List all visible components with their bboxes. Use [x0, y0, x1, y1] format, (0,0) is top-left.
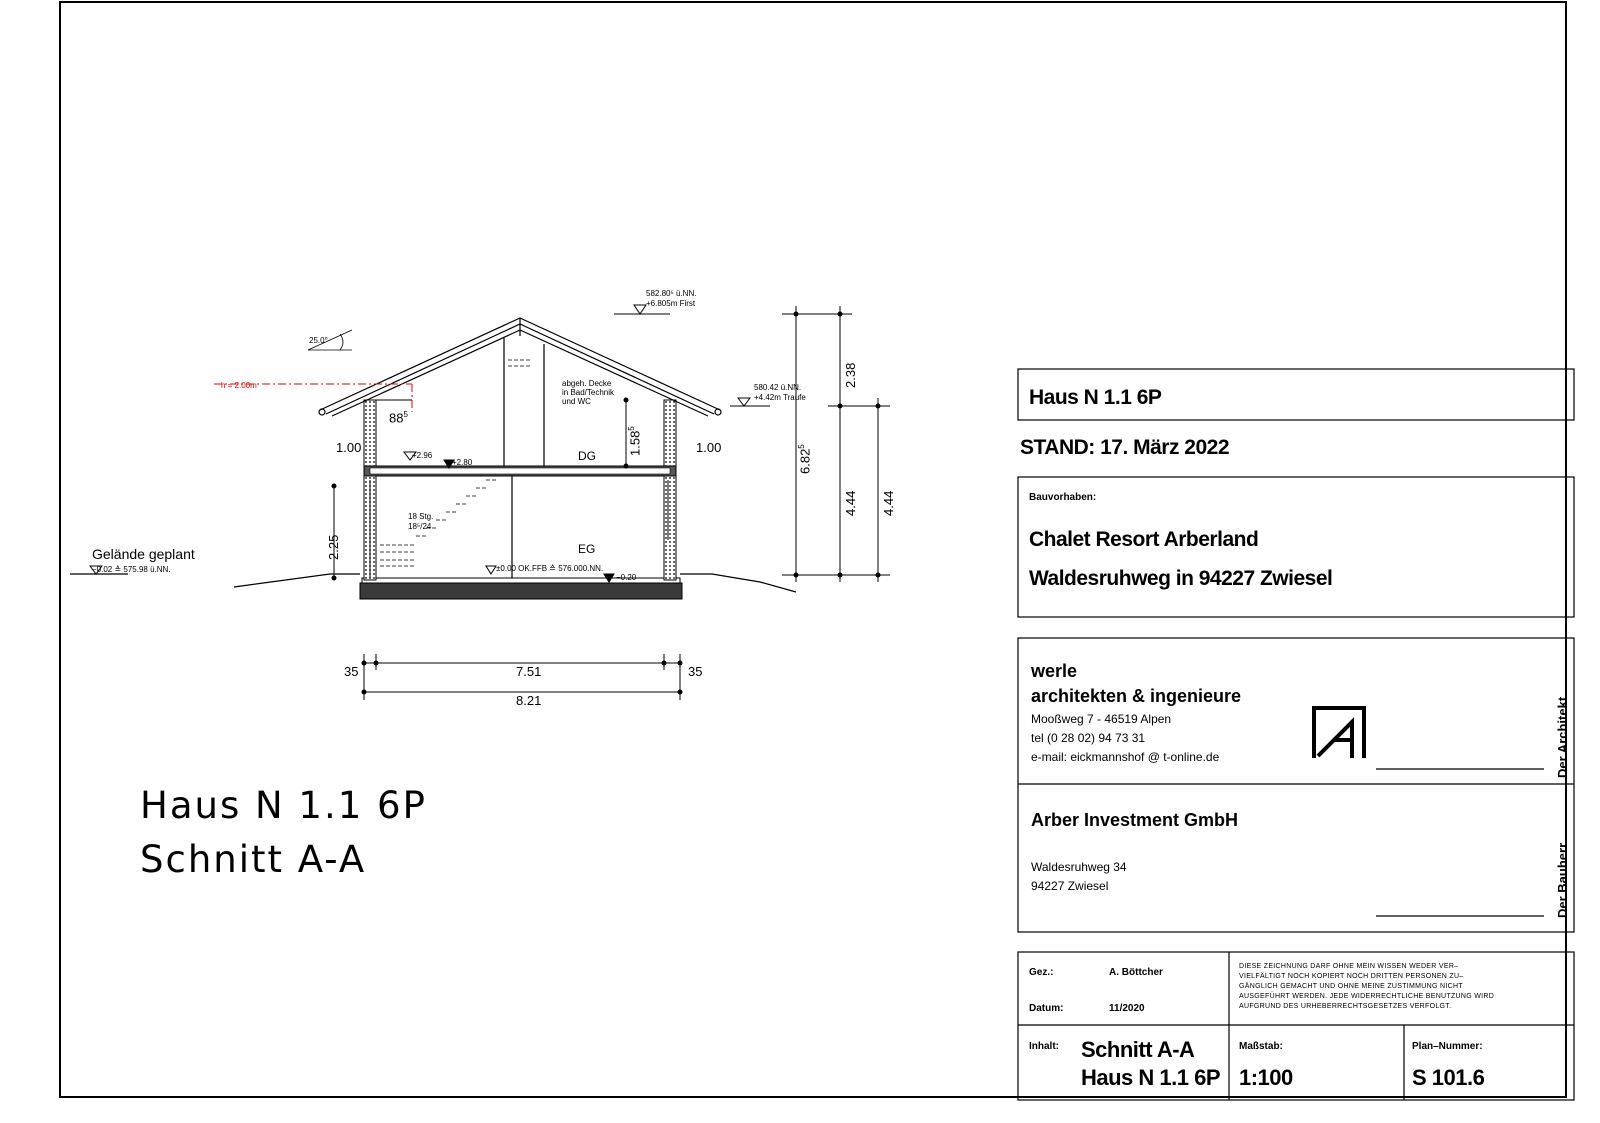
architect-name: werle — [1031, 661, 1078, 681]
datum-value: 11/2020 — [1109, 1003, 1145, 1014]
architect-email: e-mail: eickmannshof @ t-online.de — [1031, 750, 1220, 764]
stairs-count: 18 Stg. — [408, 512, 434, 521]
ceiling-note-3: und WC — [562, 397, 591, 406]
project-address: Waldesruhweg in 94227 Zwiesel — [1029, 567, 1333, 590]
architect-tel: tel (0 28 02) 94 73 31 — [1031, 731, 1146, 745]
drawing-title: Haus N 1.1 6P — [140, 784, 427, 827]
terrain-label: Gelände geplant — [92, 546, 195, 562]
roof — [319, 318, 721, 578]
gez-label: Gez.: — [1029, 967, 1054, 978]
dim-238: 2.38 — [843, 362, 858, 388]
bauvorhaben-label: Bauvorhaben: — [1029, 492, 1097, 503]
plan-number-label: Plan–Nummer: — [1412, 1041, 1483, 1052]
client-city: 94227 Zwiesel — [1031, 879, 1109, 893]
dim-751: 7.51 — [516, 664, 542, 679]
ceiling-note-2: in Bad/Technik — [562, 388, 615, 397]
client-street: Waldesruhweg 34 — [1031, 860, 1127, 874]
level-020-label: −0.20 — [616, 573, 637, 582]
eaves-level-label: 580.42 ü.NN. — [754, 383, 802, 392]
inhalt-line1: Schnitt A-A — [1081, 1037, 1195, 1062]
massstab-label: Maßstab: — [1239, 1041, 1283, 1052]
floor-label-eg: EG — [578, 542, 596, 556]
dim-100-left: 1.00 — [336, 440, 362, 455]
client-name: Arber Investment GmbH — [1031, 810, 1239, 830]
ridge-rel-label: +6.805m First — [646, 299, 696, 308]
plan-number-value: S 101.6 — [1412, 1065, 1485, 1090]
stand-date: STAND: 17. März 2022 — [1020, 436, 1230, 459]
ceiling-note-1: abgeh. Decke — [562, 379, 612, 388]
project-name: Chalet Resort Arberland — [1029, 528, 1259, 551]
architect-role: Der Architekt — [1555, 696, 1570, 778]
inhalt-label: Inhalt: — [1029, 1041, 1059, 1052]
level-000-label: ±0.00 OK.FFB ≙ 576.000.NN. — [496, 564, 604, 573]
architect-subtitle: architekten & ingenieure — [1031, 686, 1242, 706]
dim-821: 8.21 — [516, 693, 542, 708]
level-296-label: +2.96 — [412, 451, 433, 460]
dim-444-b: 4.44 — [881, 490, 896, 516]
architect-logo — [1314, 708, 1364, 758]
level-280-label: +2.80 — [452, 458, 473, 467]
ridge-level-label: 582.80⁵ ü.NN. — [646, 289, 697, 298]
gez-value: A. Böttcher — [1109, 967, 1163, 978]
stairs-dimension: 18⁵/24 — [408, 522, 432, 531]
floor-slab-dg — [364, 466, 676, 476]
massstab-value: 1:100 — [1239, 1065, 1293, 1090]
headroom-label: h = 2.00m — [221, 381, 257, 390]
architect-address: Mooßweg 7 - 46519 Alpen — [1031, 712, 1172, 726]
copyright-notice: DIESE ZEICHNUNG DARF OHNE MEIN WISSEN WEDER VER– VIELFÄLTIGT NOCH KOPIERT NOCH DRITTEN PERSONEN ZU– GÄNGLICH GEMACHT UND OHNE MEINE ZUSTIMMUNG NICHT AUSGEFÜHRT WERDEN. JEDE WIDERRECHTLICHE BENUTZUNG WIRD AUFGRUND DES URHEBERRECHTSGESETZES VERFOLGT. — [1239, 963, 1495, 1010]
sheet-border — [60, 2, 1566, 1097]
eaves-rel-label: +4.42m Traufe — [754, 393, 806, 402]
roof-angle-label: 25.0° — [309, 336, 328, 345]
dim-100-right: 1.00 — [696, 440, 722, 455]
datum-label: Datum: — [1029, 1003, 1064, 1014]
title-block-name: Haus N 1.1 6P — [1029, 386, 1162, 409]
dim-225: 2.25 — [326, 534, 341, 560]
floor-label-dg: DG — [578, 449, 596, 463]
inhalt-line2: Haus N 1.1 6P — [1081, 1065, 1221, 1090]
dim-885: $88^5$ — [389, 410, 408, 426]
dim-35-right: 35 — [688, 664, 703, 679]
dim-682: 6.82$^5$ — [797, 444, 813, 474]
dim-158: 1.58$^5$ — [627, 426, 643, 456]
drawing-subtitle: Schnitt A-A — [140, 838, 367, 881]
dim-444-a: 4.44 — [843, 490, 858, 516]
terrain-level: −0.02 ≙ 575.98 ü.NN. — [92, 565, 171, 574]
dim-35-left: 35 — [344, 664, 359, 679]
client-role: Der Bauherr — [1555, 842, 1570, 918]
